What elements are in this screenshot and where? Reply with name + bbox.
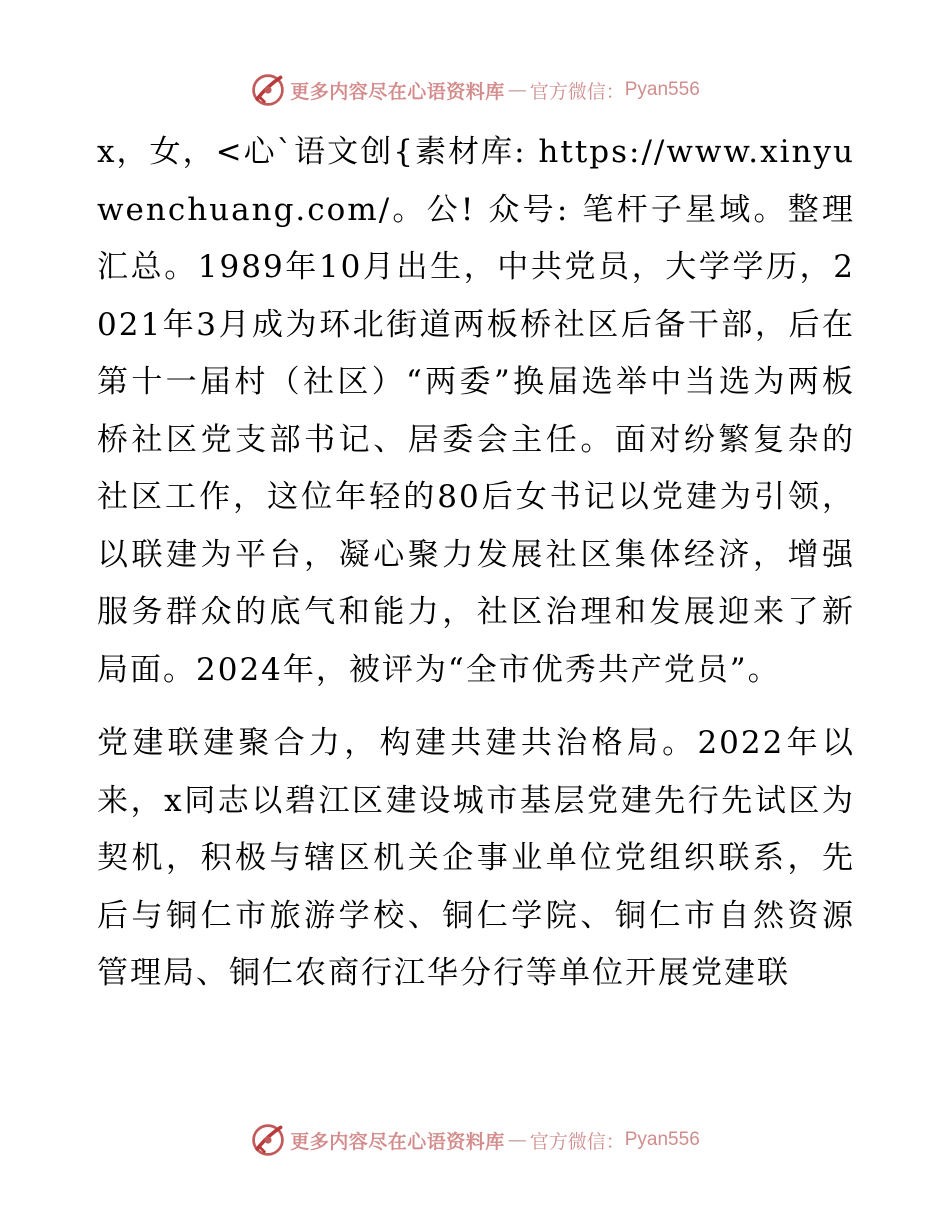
footer-banner — [0, 1120, 950, 1160]
header-wechat-id: Pyan556 — [624, 79, 700, 100]
footer-brand-text: 更多内容尽在心语资料库 — [290, 1130, 505, 1153]
header-separator: — — [507, 79, 527, 101]
header-wechat-label: 官方微信： — [529, 80, 625, 103]
footer-separator: — — [507, 1129, 527, 1151]
footer-wechat-label: 官方微信： — [529, 1130, 625, 1153]
paragraph-1: x，女，<心`语文创{素材库: https://www.xinyuwenchuang.com/。公! 众号: 笔杆子星域。整理汇总。1989年10月出生，中共党员，大学学历，2021年3月成为环北街道两板桥社区后备干部，后在第十一届村（社区）“两委”换届选举中当选为两板桥社区党支部书记、居委会主任。面对纷繁复杂的社区工作，这位年轻的80后女书记以党建为引领，以联建为平台，凝心聚力发展社区集体经济，增强服务群众的底气和能力，社区治理和发展迎来了新局面。2024年，被评为“全市优秀共产党员”。 — [97, 134, 855, 688]
pen-logo-icon — [250, 72, 286, 108]
paragraph-2: 党建联建聚合力，构建共建共治格局。2022年以来，x同志以碧江区建设城市基层党建先行先试区为契机，积极与辖区机关企事业单位党组织联系，先后与铜仁市旅游学校、铜仁学院、铜仁市自然资源管理局、铜仁农商行江华分行等单位开展党建联 — [97, 725, 855, 991]
document-body — [97, 124, 855, 1003]
footer-wechat-id: Pyan556 — [624, 1129, 700, 1150]
header-brand-text: 更多内容尽在心语资料库 — [290, 80, 505, 103]
pen-logo-icon — [250, 1122, 286, 1158]
header-banner — [0, 70, 950, 110]
